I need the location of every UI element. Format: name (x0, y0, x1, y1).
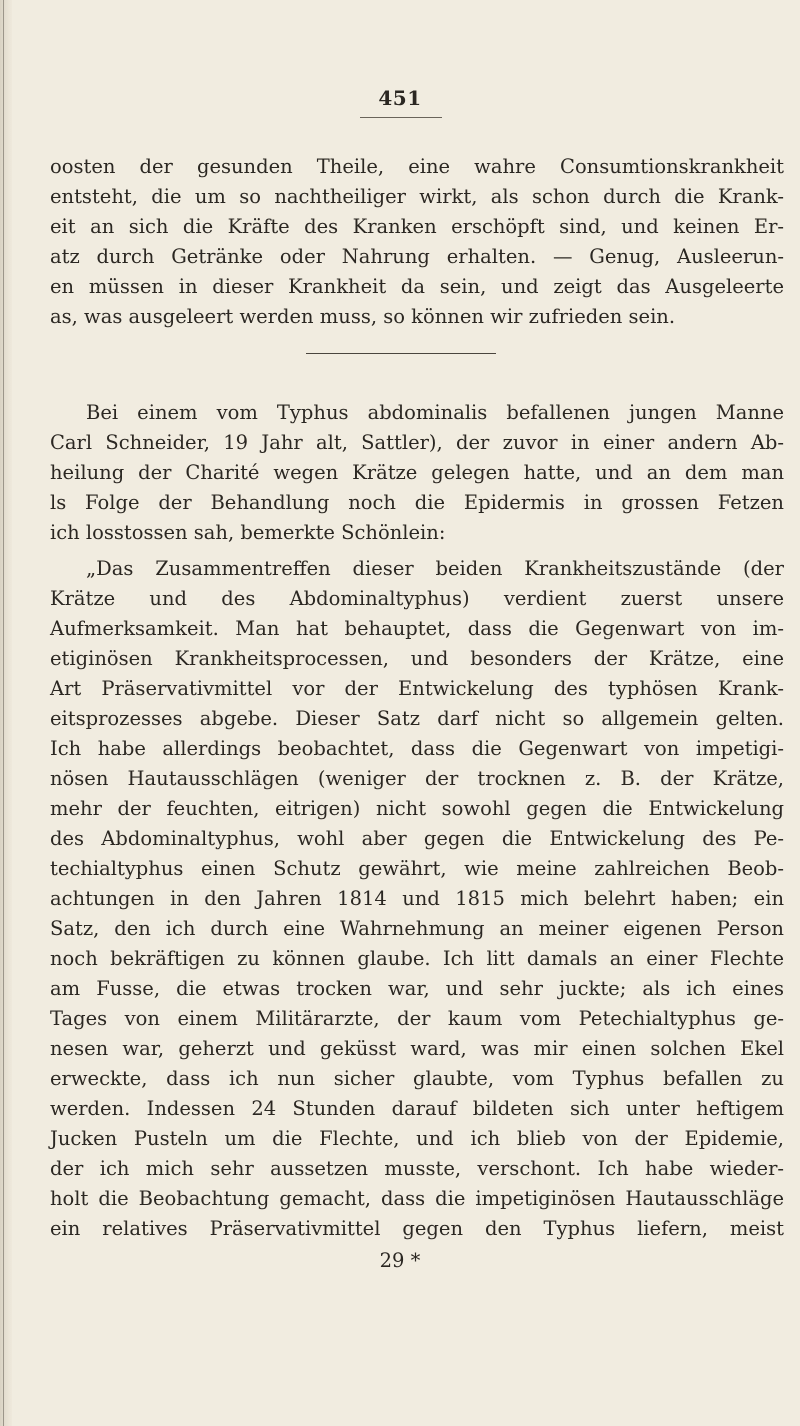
text-line: atz durch Getränke oder Nahrung erhalten. — Genug, Ausleerun- (50, 245, 784, 268)
text-line: achtungen in den Jahren 1814 und 1815 mich belehrt haben; ein (50, 887, 784, 910)
text-line: as, was ausgeleert werden muss, so können wir zufrieden sein. (50, 305, 676, 328)
text-line: techialtyphus einen Schutz gewährt, wie meine zahlreichen Beob- (50, 857, 784, 880)
text-line: heilung der Charité wegen Krätze gelegen hatte, und an dem man (50, 461, 784, 484)
text-line: etiginösen Krankheitsprocessen, und besonders der Krätze, eine (50, 647, 784, 670)
text-line: ich losstossen sah, bemerkte Schönlein: (50, 521, 446, 544)
paragraph-first-line: Bei einem vom Typhus abdominalis befallenen jungen Manne (86, 401, 784, 424)
text-line: ls Folge der Behandlung noch die Epidermis in grossen Fetzen (50, 491, 784, 514)
text-line: eitsprozesses abgebe. Dieser Satz darf nicht so allgemein gelten. (50, 707, 784, 730)
text-line: noch bekräftigen zu können glaube. Ich litt damals an einer Flechte (50, 947, 784, 970)
text-line: Jucken Pusteln um die Flechte, und ich blieb von der Epidemie, (50, 1127, 784, 1150)
text-line: eit an sich die Kräfte des Kranken erschöpft sind, und keinen Er- (50, 215, 784, 238)
text-line: Carl Schneider, 19 Jahr alt, Sattler), der zuvor in einer andern Ab- (50, 431, 784, 454)
text-line: Art Präservativmittel vor der Entwickelung des typhösen Krank- (50, 677, 784, 700)
text-line: en müssen in dieser Krankheit da sein, und zeigt das Ausgeleerte (50, 275, 784, 298)
text-line: ein relatives Präservativmittel gegen den Typhus liefern, meist (50, 1217, 784, 1240)
signature-mark: 29 * (379, 1249, 421, 1272)
text-line: werden. Indessen 24 Stunden darauf bildeten sich unter heftigem (50, 1097, 784, 1120)
page-binding-edge (0, 0, 12, 1426)
paragraph-first-line: „Das Zusammentreffen dieser beiden Krankheitszustände (der (86, 557, 784, 580)
text-line: des Abdominaltyphus, wohl aber gegen die Entwickelung des Pe- (50, 827, 784, 850)
text-line: Tages von einem Militärarzte, der kaum vom Petechialtyphus ge- (50, 1007, 784, 1030)
text-line: am Fusse, die etwas trocken war, und sehr juckte; als ich eines (50, 977, 784, 1000)
text-line: nösen Hautausschlägen (weniger der trocknen z. B. der Krätze, (50, 767, 784, 790)
text-line: erweckte, dass ich nun sicher glaubte, vom Typhus befallen zu (50, 1067, 784, 1090)
text-line: Krätze und des Abdominaltyphus) verdient zuerst unsere (50, 587, 784, 610)
text-line: Satz, den ich durch eine Wahrnehmung an meiner eigenen Person (50, 917, 784, 940)
text-line: mehr der feuchten, eitrigen) nicht sowohl gegen die Entwickelung (50, 797, 784, 820)
text-line: entsteht, die um so nachtheiliger wirkt, als schon durch die Krank- (50, 185, 784, 208)
page-number-rule (360, 117, 442, 118)
section-divider (306, 353, 496, 354)
text-line: Aufmerksamkeit. Man hat behauptet, dass die Gegenwart von im- (50, 617, 784, 640)
text-line: nesen war, geherzt und geküsst ward, was mir einen solchen Ekel (50, 1037, 784, 1060)
text-line: oosten der gesunden Theile, eine wahre Consumtionskrankheit (50, 155, 784, 178)
page-binding-line (3, 0, 4, 1426)
text-line: holt die Beobachtung gemacht, dass die impetiginösen Hautausschläge (50, 1187, 784, 1210)
text-line: der ich mich sehr aussetzen musste, verschont. Ich habe wieder- (50, 1157, 784, 1180)
page-number: 451 (378, 86, 422, 110)
text-line: Ich habe allerdings beobachtet, dass die Gegenwart von impetigi- (50, 737, 784, 760)
